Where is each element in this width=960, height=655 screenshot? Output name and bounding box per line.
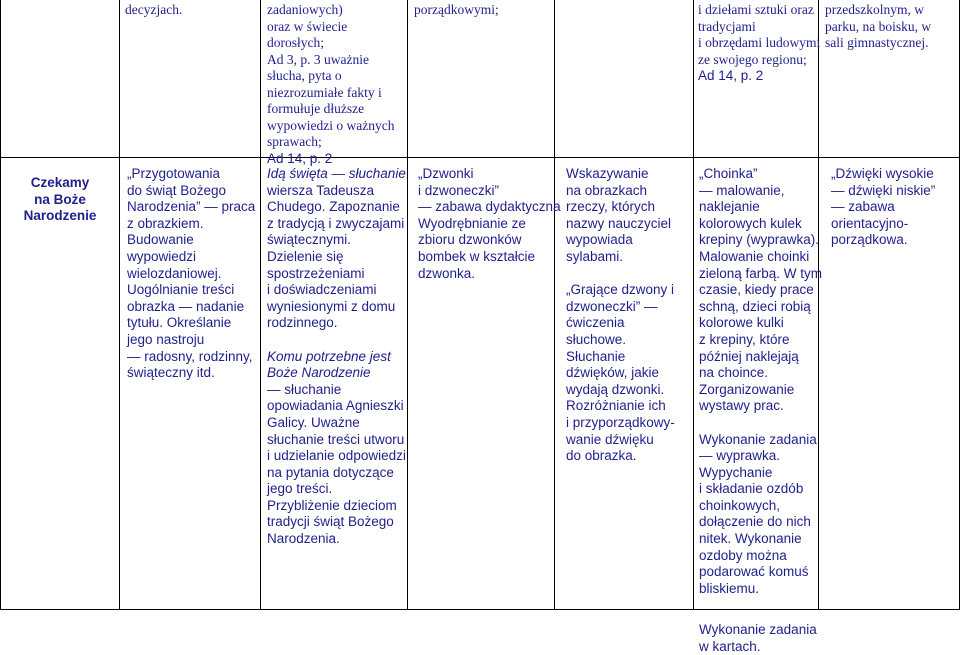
cell-text: — zabawa dydaktyczna <box>418 199 561 215</box>
cell-text: sprawach; <box>267 134 322 149</box>
spacer <box>699 415 822 432</box>
cell-text: Wykonanie zadania <box>699 622 817 638</box>
cell-text: oraz w świecie <box>267 18 348 34</box>
cell-text: z tradycją i zwyczajami <box>267 215 405 231</box>
cell-text: zbioru dzwonków <box>418 232 522 248</box>
cell-text: dźwięków, jakie <box>566 365 660 381</box>
cell-text: wydają dzwonki. <box>566 381 665 397</box>
cell-text: — radosny, rodzinny, <box>127 348 253 364</box>
row-divider <box>0 157 960 158</box>
top-cell-col3 <box>698 2 820 85</box>
cell-text: Rozróżnianie ich <box>566 398 666 414</box>
cell-text: i obrzędami ludowymi <box>698 35 821 50</box>
cell-text: naklejanie <box>699 199 760 215</box>
activity-cell-col2 <box>267 166 406 548</box>
cell-text: i udzielanie odpowiedzi <box>267 448 406 464</box>
cell-text: Ad 14, p. 2 <box>267 150 333 166</box>
cell-text: z obrazkiem. <box>127 215 204 231</box>
cell-text: ze swojego regionu; <box>698 51 807 67</box>
cell-text: porządkowymi; <box>414 2 499 17</box>
cell-text: Ad 14, p. 2 <box>698 68 764 83</box>
cell-text: tradycji świąt Bożego <box>267 514 394 530</box>
cell-text: tytułu. Określanie <box>127 315 232 331</box>
column-divider <box>260 0 261 610</box>
cell-text: orientacyjno- <box>831 215 909 231</box>
cell-text: nazwy nauczyciel <box>566 215 672 231</box>
cell-text: do świąt Bożego <box>127 182 227 198</box>
spacer <box>566 266 675 283</box>
cell-text: Ad 3, p. 3 uważnie <box>267 51 369 67</box>
cell-text: na pytania dotyczące <box>267 464 394 480</box>
cell-text: ćwiczenia <box>566 315 625 331</box>
cell-text: czasie, kiedy prace <box>699 282 814 298</box>
cell-text: Boże Narodzenie <box>267 365 371 381</box>
cell-text: rzeczy, których <box>566 199 656 215</box>
cell-text: — zabawa <box>831 199 895 215</box>
cell-text: wypowiedzi <box>127 248 197 264</box>
cell-text: nitek. Wykonanie <box>699 531 802 547</box>
cell-text: porządkowa. <box>831 232 908 248</box>
cell-text: świąteczny itd. <box>127 365 215 381</box>
cell-text: tradycjami <box>698 18 756 34</box>
cell-text: krepiny (wyprawka). <box>699 232 820 248</box>
cell-text: kolorowych kulek <box>699 215 802 231</box>
cell-text: „Przygotowania <box>127 166 221 181</box>
cell-text: dzwonka. <box>418 265 476 281</box>
cell-text: „Dźwięki wysokie <box>831 166 934 181</box>
cell-text: wyniesionymi z domu <box>267 298 396 314</box>
cell-text: później naklejają <box>699 348 799 364</box>
cell-text: Wskazywanie <box>566 166 649 181</box>
cell-text: Chudego. Zapoznanie <box>267 199 400 215</box>
cell-text: sylabami. <box>566 248 624 264</box>
cell-text: — słuchanie <box>267 381 342 397</box>
cell-text: wystawy prac. <box>699 398 784 414</box>
cell-text: dołączenie do nich <box>699 514 811 530</box>
top-cell-col2 <box>414 2 499 19</box>
cell-text: — malowanie, <box>699 182 785 198</box>
cell-text: i składanie ozdób <box>699 481 804 497</box>
cell-text: kolorowe kulki <box>699 315 784 331</box>
cell-text: i doświadczeniami <box>267 282 377 298</box>
topic-title: Narodzenie <box>23 208 97 224</box>
top-cell-col1 <box>267 2 394 167</box>
cell-text: świątecznymi. <box>267 232 352 248</box>
cell-text: choinkowych, <box>699 497 781 513</box>
cell-text: wypowiada <box>566 232 633 248</box>
cell-text: Idą święta — słuchanie <box>267 166 406 181</box>
cell-text: „Grające dzwony i <box>566 282 675 298</box>
cell-text: dzwoneczki” — <box>566 298 658 314</box>
cell-text: słuchowe. <box>566 331 627 347</box>
activity-cell-col1 <box>127 166 255 382</box>
cell-text: w kartach. <box>699 638 761 654</box>
cell-text: ozdoby można <box>699 547 787 563</box>
cell-text: zieloną farbą. W tym <box>699 265 823 281</box>
cell-text: na obrazkach <box>566 182 648 198</box>
spacer <box>699 597 822 614</box>
cell-text: Galicy. Uważne <box>267 414 360 430</box>
top-cell-col0 <box>125 2 182 19</box>
cell-text: słucha, pyta o <box>267 68 342 83</box>
cell-text: słuchanie treści utworu <box>267 431 405 447</box>
cell-text: Przybliżenie dzieciom <box>267 497 397 513</box>
cell-text: i przyporządkowy- <box>566 414 675 430</box>
column-divider <box>693 0 694 610</box>
cell-text: podarować komuś <box>699 564 809 580</box>
cell-text: Malowanie choinki <box>699 248 810 264</box>
cell-text: z krepiny, które <box>699 331 790 347</box>
cell-text: wypowiedzi o ważnych <box>267 117 395 133</box>
cell-text: zadaniowych) <box>267 2 343 17</box>
cell-text: spostrzeżeniami <box>267 265 365 281</box>
activity-cell-col5 <box>699 166 822 655</box>
cell-text: opowiadania Agnieszki <box>267 398 404 414</box>
spacer <box>699 614 822 622</box>
cell-text: bliskiemu. <box>699 580 760 596</box>
cell-text: i dzwoneczki” <box>418 182 500 198</box>
topic-title: Czekamy <box>30 175 90 190</box>
cell-text: formułuje dłuższe <box>267 101 365 116</box>
table-border-left <box>0 0 1 610</box>
cell-text: jego treści. <box>267 481 333 497</box>
cell-text: wielozdaniowej. <box>127 265 222 281</box>
cell-text: bombek w kształcie <box>418 248 536 264</box>
cell-text: schną, dzieci robią <box>699 298 811 314</box>
cell-text: Słuchanie <box>566 348 626 364</box>
cell-text: „Dzwonki <box>418 166 474 181</box>
cell-text: Narodzenia” — praca <box>127 199 256 215</box>
cell-text: parku, na boisku, w <box>825 18 932 34</box>
cell-text: Komu potrzebne jest <box>267 348 391 364</box>
cell-text: przedszkolnym, w <box>825 2 924 17</box>
cell-text: Dzielenie się <box>267 248 344 264</box>
column-divider <box>554 0 555 610</box>
cell-text: dorosłych; <box>267 35 324 50</box>
topic-cell <box>1 175 119 225</box>
cell-text: decyzjach. <box>125 2 183 17</box>
cell-text: Narodzenia. <box>267 531 340 547</box>
cell-text: rodzinnego. <box>267 315 338 331</box>
column-divider <box>119 0 120 610</box>
cell-text: Zorganizowanie <box>699 381 795 397</box>
spacer <box>267 332 406 349</box>
cell-text: „Choinka” <box>699 166 758 181</box>
topic-title: na Boże <box>34 191 86 207</box>
cell-text: — dźwięki niskie” <box>831 182 936 198</box>
cell-text: wiersza Tadeusza <box>267 182 375 198</box>
cell-text: do obrazka. <box>566 448 637 464</box>
cell-text: niezrozumiałe fakty i <box>267 84 382 100</box>
activity-cell-col4 <box>566 166 675 465</box>
cell-text: wanie dźwięku <box>566 431 654 447</box>
activity-cell-col6 <box>831 166 935 249</box>
cell-text: — wyprawka. <box>699 448 781 464</box>
cell-text: Wyodrębnianie ze <box>418 215 526 231</box>
cell-text: Budowanie <box>127 232 194 248</box>
cell-text: na choince. <box>699 365 769 381</box>
cell-text: Wypychanie <box>699 464 773 480</box>
cell-text: obrazka — nadanie <box>127 298 245 314</box>
top-cell-col4 <box>825 2 931 52</box>
cell-text: Wykonanie zadania <box>699 431 817 447</box>
activity-cell-col3 <box>418 166 561 282</box>
column-divider <box>407 0 408 610</box>
cell-text: sali gimnastycznej. <box>825 35 929 50</box>
cell-text: jego nastroju <box>127 331 205 347</box>
cell-text: Uogólnianie treści <box>127 282 235 298</box>
cell-text: i dziełami sztuki oraz <box>698 2 814 17</box>
